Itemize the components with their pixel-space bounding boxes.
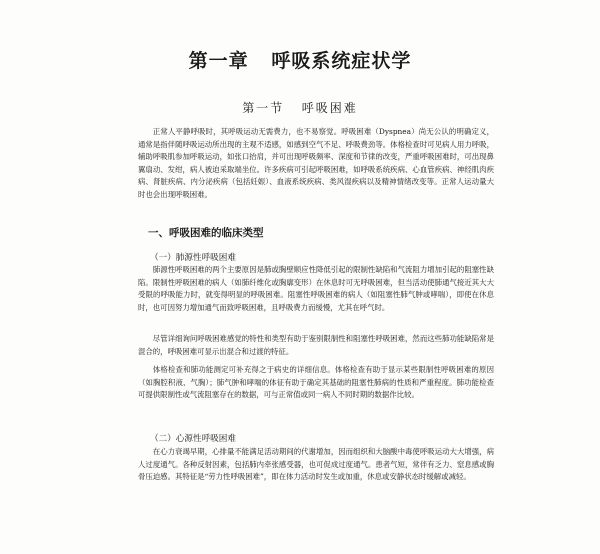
section-title: 第一节 呼吸困难 — [242, 101, 358, 115]
heading-cardiac-dyspnea: （二）心源性呼吸困难 — [150, 434, 236, 444]
heading-clinical-types: 一、呼吸困难的临床类型 — [148, 227, 264, 239]
pulmonary-paragraph-2: 尽管详细询问呼吸困难感觉的特性和类型有助于鉴别限制性和阻塞性呼吸困难，然而这些肺功能缺陷常是混合的，呼吸困难可显示出混合和过渡的特征。 — [138, 334, 494, 356]
chapter-title: 第一章 呼吸系统症状学 — [188, 50, 412, 72]
heading-pulmonary-dyspnea: （一）肺源性呼吸困难 — [150, 253, 236, 263]
pulmonary-paragraph-3: 体格检查和肺功能测定可补充得之于病史的详细信息。体格检查有助于显示某些限制性呼吸困难的原因（如胸腔积液、气胸）；肺气肿和哮喘的体征有助于确定其基础的阻塞性肺病的性质和严重程度。肺功能检查可提供限制性或气流阻塞存在的数据，可与正常值或同一病人不同时期的数据作比较。 — [138, 365, 494, 400]
pulmonary-paragraph-1: 肺源性呼吸困难的两个主要原因是肺或胸壁顺应性降低引起的限制性缺陷和气流阻力增加引起的阻塞性缺陷。限制性呼吸困难的病人（如肺纤维化或胸廓变形）在休息时可无呼吸困难，但当活动使肺通气接近其大大受限的呼吸能力时，就变得明显的呼吸困难。阻塞性呼吸困难的病人（如阻塞性肺气肿或哮喘），即使在休息时，也可因努力增加通气而致呼吸困难，且呼吸费力而缓慢，尤其在呼气时。 — [138, 265, 494, 312]
cardiac-paragraph-1: 在心力衰竭早期，心排量不能满足活动期间的代谢增加，因而组织和大脑酸中毒使呼吸运动大大增强，病人过度通气。各种反射因素，包括肺内牵张感受器，也可促成过度通气。患者气短，常伴有乏力、窒息感或胸骨压迫感。其特征是“劳力性呼吸困难”，即在体力活动时发生或加重，休息或安静状态时缓解或减轻。 — [138, 447, 494, 482]
intro-paragraph: 正常人平静呼吸时，其呼吸运动无需费力，也不易察觉。呼吸困难（Dyspnea）尚无公认的明确定义，通常是指伴随呼吸运动所出现的主观不适感，如感到空气不足、呼吸费劲等。体格检查时可见病人用力呼吸，辅助呼吸肌参加呼吸运动，如张口抬肩，并可出现呼吸频率、深度和节律的改变，严重呼吸困难时，可出现鼻翼扇动、发绀，病人被迫采取端坐位。许多疾病可引起呼吸困难，如呼吸系统疾病、心血管疾病、神经肌肉疾病、肾脏疾病、内分泌疾病（包括妊娠）、血液系统疾病、类风湿疾病以及精神情绪改变等。正常人运动量大时也会出现呼吸困难。 — [138, 127, 494, 199]
